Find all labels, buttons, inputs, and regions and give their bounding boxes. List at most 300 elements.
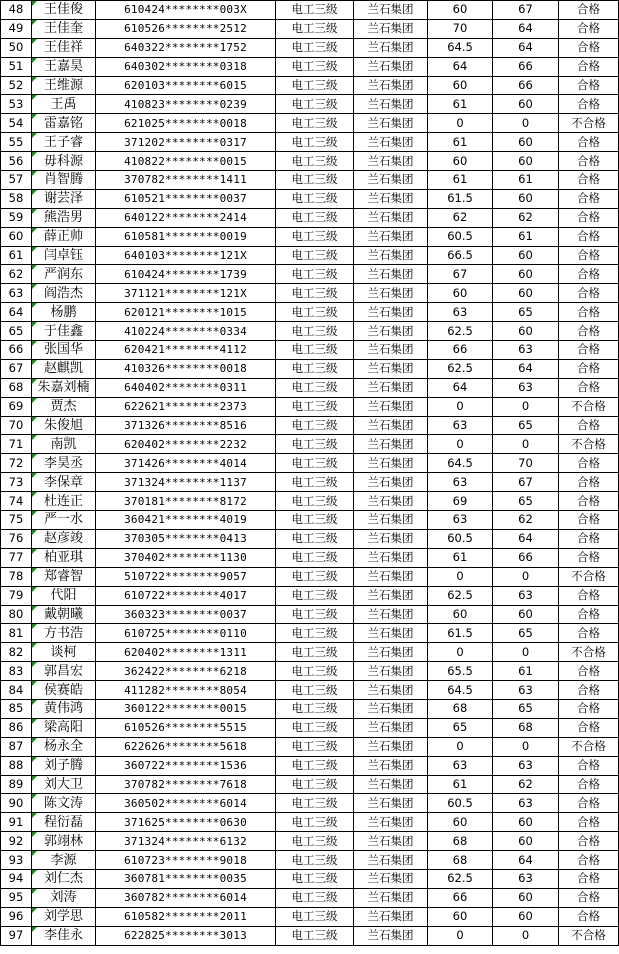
certificate-level-cell[interactable]: 电工三级 xyxy=(276,454,354,473)
certificate-level-cell[interactable]: 电工三级 xyxy=(276,473,354,492)
company-cell[interactable]: 兰石集团 xyxy=(354,76,428,95)
row-number[interactable]: 81 xyxy=(1,624,32,643)
theory-score-cell[interactable]: 60 xyxy=(428,605,493,624)
certificate-level-cell[interactable]: 电工三级 xyxy=(276,95,354,114)
practical-score-cell[interactable]: 60 xyxy=(493,605,559,624)
name-cell[interactable]: 李昊丞 xyxy=(32,454,96,473)
result-cell[interactable]: 不合格 xyxy=(559,114,619,133)
name-cell[interactable]: 程衍磊 xyxy=(32,813,96,832)
id-number-cell[interactable]: 610722********4017 xyxy=(96,586,276,605)
certificate-level-cell[interactable]: 电工三级 xyxy=(276,38,354,57)
practical-score-cell[interactable]: 68 xyxy=(493,718,559,737)
company-cell[interactable]: 兰石集团 xyxy=(354,681,428,700)
certificate-level-cell[interactable]: 电工三级 xyxy=(276,511,354,530)
company-cell[interactable]: 兰石集团 xyxy=(354,435,428,454)
theory-score-cell[interactable]: 61 xyxy=(428,133,493,152)
certificate-level-cell[interactable]: 电工三级 xyxy=(276,624,354,643)
certificate-level-cell[interactable]: 电工三级 xyxy=(276,322,354,341)
certificate-level-cell[interactable]: 电工三级 xyxy=(276,303,354,322)
practical-score-cell[interactable]: 60 xyxy=(493,246,559,265)
company-cell[interactable]: 兰石集团 xyxy=(354,926,428,945)
certificate-level-cell[interactable]: 电工三级 xyxy=(276,699,354,718)
practical-score-cell[interactable]: 64 xyxy=(493,19,559,38)
company-cell[interactable]: 兰石集团 xyxy=(354,888,428,907)
practical-score-cell[interactable]: 65 xyxy=(493,416,559,435)
company-cell[interactable]: 兰石集团 xyxy=(354,511,428,530)
practical-score-cell[interactable]: 64 xyxy=(493,359,559,378)
name-cell[interactable]: 贾杰 xyxy=(32,397,96,416)
row-number[interactable]: 92 xyxy=(1,832,32,851)
result-cell[interactable]: 合格 xyxy=(559,208,619,227)
result-cell[interactable]: 合格 xyxy=(559,378,619,397)
company-cell[interactable]: 兰石集团 xyxy=(354,775,428,794)
name-cell[interactable]: 刘学思 xyxy=(32,907,96,926)
practical-score-cell[interactable]: 61 xyxy=(493,171,559,190)
practical-score-cell[interactable]: 64 xyxy=(493,851,559,870)
result-cell[interactable]: 合格 xyxy=(559,473,619,492)
id-number-cell[interactable]: 622626********5618 xyxy=(96,737,276,756)
practical-score-cell[interactable]: 60 xyxy=(493,832,559,851)
result-cell[interactable]: 合格 xyxy=(559,756,619,775)
certificate-level-cell[interactable]: 电工三级 xyxy=(276,643,354,662)
company-cell[interactable]: 兰石集团 xyxy=(354,208,428,227)
name-cell[interactable]: 肖智腾 xyxy=(32,171,96,190)
result-cell[interactable]: 不合格 xyxy=(559,567,619,586)
theory-score-cell[interactable]: 68 xyxy=(428,851,493,870)
id-number-cell[interactable]: 640402********0311 xyxy=(96,378,276,397)
row-number[interactable]: 65 xyxy=(1,322,32,341)
certificate-level-cell[interactable]: 电工三级 xyxy=(276,171,354,190)
name-cell[interactable]: 于佳鑫 xyxy=(32,322,96,341)
company-cell[interactable]: 兰石集团 xyxy=(354,605,428,624)
theory-score-cell[interactable]: 65.5 xyxy=(428,662,493,681)
id-number-cell[interactable]: 610725********0110 xyxy=(96,624,276,643)
name-cell[interactable]: 方书浩 xyxy=(32,624,96,643)
company-cell[interactable]: 兰石集团 xyxy=(354,1,428,20)
id-number-cell[interactable]: 610424********003X xyxy=(96,1,276,20)
row-number[interactable]: 83 xyxy=(1,662,32,681)
result-cell[interactable]: 合格 xyxy=(559,832,619,851)
theory-score-cell[interactable]: 62.5 xyxy=(428,359,493,378)
id-number-cell[interactable]: 411282********8054 xyxy=(96,681,276,700)
name-cell[interactable]: 陈文涛 xyxy=(32,794,96,813)
id-number-cell[interactable]: 360722********1536 xyxy=(96,756,276,775)
id-number-cell[interactable]: 640322********1752 xyxy=(96,38,276,57)
company-cell[interactable]: 兰石集团 xyxy=(354,718,428,737)
practical-score-cell[interactable]: 61 xyxy=(493,227,559,246)
id-number-cell[interactable]: 370402********1130 xyxy=(96,548,276,567)
result-cell[interactable]: 合格 xyxy=(559,662,619,681)
row-number[interactable]: 55 xyxy=(1,133,32,152)
row-number[interactable]: 95 xyxy=(1,888,32,907)
name-cell[interactable]: 王佳奎 xyxy=(32,19,96,38)
result-cell[interactable]: 合格 xyxy=(559,359,619,378)
theory-score-cell[interactable]: 64 xyxy=(428,378,493,397)
practical-score-cell[interactable]: 64 xyxy=(493,529,559,548)
certificate-level-cell[interactable]: 电工三级 xyxy=(276,359,354,378)
result-cell[interactable]: 合格 xyxy=(559,189,619,208)
result-cell[interactable]: 合格 xyxy=(559,605,619,624)
practical-score-cell[interactable]: 60 xyxy=(493,284,559,303)
result-cell[interactable]: 合格 xyxy=(559,907,619,926)
result-cell[interactable]: 合格 xyxy=(559,454,619,473)
row-number[interactable]: 88 xyxy=(1,756,32,775)
result-cell[interactable]: 不合格 xyxy=(559,435,619,454)
company-cell[interactable]: 兰石集团 xyxy=(354,699,428,718)
row-number[interactable]: 70 xyxy=(1,416,32,435)
id-number-cell[interactable]: 362422********6218 xyxy=(96,662,276,681)
id-number-cell[interactable]: 360502********6014 xyxy=(96,794,276,813)
company-cell[interactable]: 兰石集团 xyxy=(354,57,428,76)
practical-score-cell[interactable]: 61 xyxy=(493,662,559,681)
id-number-cell[interactable]: 360122********0015 xyxy=(96,699,276,718)
name-cell[interactable]: 王禹 xyxy=(32,95,96,114)
theory-score-cell[interactable]: 62.5 xyxy=(428,586,493,605)
id-number-cell[interactable]: 410822********0015 xyxy=(96,152,276,171)
certificate-level-cell[interactable]: 电工三级 xyxy=(276,265,354,284)
name-cell[interactable]: 刘子腾 xyxy=(32,756,96,775)
company-cell[interactable]: 兰石集团 xyxy=(354,114,428,133)
name-cell[interactable]: 严一水 xyxy=(32,511,96,530)
theory-score-cell[interactable]: 60 xyxy=(428,76,493,95)
certificate-level-cell[interactable]: 电工三级 xyxy=(276,227,354,246)
result-cell[interactable]: 合格 xyxy=(559,341,619,360)
certificate-level-cell[interactable]: 电工三级 xyxy=(276,794,354,813)
certificate-level-cell[interactable]: 电工三级 xyxy=(276,567,354,586)
practical-score-cell[interactable]: 67 xyxy=(493,473,559,492)
certificate-level-cell[interactable]: 电工三级 xyxy=(276,869,354,888)
company-cell[interactable]: 兰石集团 xyxy=(354,416,428,435)
practical-score-cell[interactable]: 63 xyxy=(493,794,559,813)
theory-score-cell[interactable]: 64.5 xyxy=(428,454,493,473)
practical-score-cell[interactable]: 0 xyxy=(493,435,559,454)
row-number[interactable]: 71 xyxy=(1,435,32,454)
result-cell[interactable]: 合格 xyxy=(559,888,619,907)
practical-score-cell[interactable]: 62 xyxy=(493,511,559,530)
row-number[interactable]: 72 xyxy=(1,454,32,473)
practical-score-cell[interactable]: 60 xyxy=(493,888,559,907)
name-cell[interactable]: 谢芸泽 xyxy=(32,189,96,208)
name-cell[interactable]: 郑睿智 xyxy=(32,567,96,586)
theory-score-cell[interactable]: 63 xyxy=(428,416,493,435)
row-number[interactable]: 60 xyxy=(1,227,32,246)
theory-score-cell[interactable]: 0 xyxy=(428,926,493,945)
result-cell[interactable]: 合格 xyxy=(559,586,619,605)
name-cell[interactable]: 杨永全 xyxy=(32,737,96,756)
certificate-level-cell[interactable]: 电工三级 xyxy=(276,813,354,832)
id-number-cell[interactable]: 371202********0317 xyxy=(96,133,276,152)
result-cell[interactable]: 不合格 xyxy=(559,737,619,756)
row-number[interactable]: 74 xyxy=(1,492,32,511)
id-number-cell[interactable]: 610521********0037 xyxy=(96,189,276,208)
result-cell[interactable]: 合格 xyxy=(559,511,619,530)
result-cell[interactable]: 合格 xyxy=(559,492,619,511)
company-cell[interactable]: 兰石集团 xyxy=(354,548,428,567)
company-cell[interactable]: 兰石集团 xyxy=(354,397,428,416)
certificate-level-cell[interactable]: 电工三级 xyxy=(276,492,354,511)
result-cell[interactable]: 合格 xyxy=(559,851,619,870)
certificate-level-cell[interactable]: 电工三级 xyxy=(276,76,354,95)
theory-score-cell[interactable]: 66.5 xyxy=(428,246,493,265)
certificate-level-cell[interactable]: 电工三级 xyxy=(276,246,354,265)
certificate-level-cell[interactable]: 电工三级 xyxy=(276,57,354,76)
row-number[interactable]: 67 xyxy=(1,359,32,378)
certificate-level-cell[interactable]: 电工三级 xyxy=(276,605,354,624)
company-cell[interactable]: 兰石集团 xyxy=(354,832,428,851)
theory-score-cell[interactable]: 66 xyxy=(428,341,493,360)
id-number-cell[interactable]: 370181********8172 xyxy=(96,492,276,511)
id-number-cell[interactable]: 620121********1015 xyxy=(96,303,276,322)
company-cell[interactable]: 兰石集团 xyxy=(354,662,428,681)
practical-score-cell[interactable]: 60 xyxy=(493,907,559,926)
id-number-cell[interactable]: 360421********4019 xyxy=(96,511,276,530)
theory-score-cell[interactable]: 64.5 xyxy=(428,38,493,57)
theory-score-cell[interactable]: 61.5 xyxy=(428,189,493,208)
practical-score-cell[interactable]: 65 xyxy=(493,699,559,718)
id-number-cell[interactable]: 371324********6132 xyxy=(96,832,276,851)
theory-score-cell[interactable]: 0 xyxy=(428,114,493,133)
name-cell[interactable]: 南凯 xyxy=(32,435,96,454)
practical-score-cell[interactable]: 65 xyxy=(493,624,559,643)
certificate-level-cell[interactable]: 电工三级 xyxy=(276,737,354,756)
row-number[interactable]: 53 xyxy=(1,95,32,114)
result-cell[interactable]: 合格 xyxy=(559,529,619,548)
id-number-cell[interactable]: 620402********2232 xyxy=(96,435,276,454)
name-cell[interactable]: 黄伟鸿 xyxy=(32,699,96,718)
result-cell[interactable]: 合格 xyxy=(559,1,619,20)
theory-score-cell[interactable]: 60.5 xyxy=(428,227,493,246)
name-cell[interactable]: 王佳祥 xyxy=(32,38,96,57)
theory-score-cell[interactable]: 60 xyxy=(428,152,493,171)
theory-score-cell[interactable]: 0 xyxy=(428,737,493,756)
name-cell[interactable]: 柏亚琪 xyxy=(32,548,96,567)
name-cell[interactable]: 杨鹏 xyxy=(32,303,96,322)
id-number-cell[interactable]: 370782********1411 xyxy=(96,171,276,190)
result-cell[interactable]: 合格 xyxy=(559,284,619,303)
name-cell[interactable]: 刘涛 xyxy=(32,888,96,907)
practical-score-cell[interactable]: 70 xyxy=(493,454,559,473)
id-number-cell[interactable]: 371326********8516 xyxy=(96,416,276,435)
company-cell[interactable]: 兰石集团 xyxy=(354,189,428,208)
name-cell[interactable]: 戴朝曦 xyxy=(32,605,96,624)
name-cell[interactable]: 郭翊林 xyxy=(32,832,96,851)
id-number-cell[interactable]: 622825********3013 xyxy=(96,926,276,945)
row-number[interactable]: 84 xyxy=(1,681,32,700)
certificate-level-cell[interactable]: 电工三级 xyxy=(276,888,354,907)
practical-score-cell[interactable]: 63 xyxy=(493,378,559,397)
result-cell[interactable]: 合格 xyxy=(559,152,619,171)
result-cell[interactable]: 合格 xyxy=(559,322,619,341)
row-number[interactable]: 50 xyxy=(1,38,32,57)
name-cell[interactable]: 赵彦竣 xyxy=(32,529,96,548)
id-number-cell[interactable]: 610581********0019 xyxy=(96,227,276,246)
certificate-level-cell[interactable]: 电工三级 xyxy=(276,208,354,227)
certificate-level-cell[interactable]: 电工三级 xyxy=(276,681,354,700)
theory-score-cell[interactable]: 69 xyxy=(428,492,493,511)
row-number[interactable]: 97 xyxy=(1,926,32,945)
id-number-cell[interactable]: 640103********121X xyxy=(96,246,276,265)
result-cell[interactable]: 合格 xyxy=(559,794,619,813)
company-cell[interactable]: 兰石集团 xyxy=(354,567,428,586)
practical-score-cell[interactable]: 66 xyxy=(493,76,559,95)
practical-score-cell[interactable]: 62 xyxy=(493,775,559,794)
name-cell[interactable]: 刘大卫 xyxy=(32,775,96,794)
practical-score-cell[interactable]: 0 xyxy=(493,567,559,586)
theory-score-cell[interactable]: 61 xyxy=(428,95,493,114)
row-number[interactable]: 86 xyxy=(1,718,32,737)
practical-score-cell[interactable]: 67 xyxy=(493,1,559,20)
practical-score-cell[interactable]: 60 xyxy=(493,95,559,114)
row-number[interactable]: 73 xyxy=(1,473,32,492)
company-cell[interactable]: 兰石集团 xyxy=(354,341,428,360)
practical-score-cell[interactable]: 60 xyxy=(493,813,559,832)
theory-score-cell[interactable]: 63 xyxy=(428,473,493,492)
result-cell[interactable]: 合格 xyxy=(559,303,619,322)
theory-score-cell[interactable]: 64 xyxy=(428,57,493,76)
theory-score-cell[interactable]: 60.5 xyxy=(428,794,493,813)
result-cell[interactable]: 合格 xyxy=(559,416,619,435)
name-cell[interactable]: 雷嘉铭 xyxy=(32,114,96,133)
theory-score-cell[interactable]: 60 xyxy=(428,1,493,20)
practical-score-cell[interactable]: 63 xyxy=(493,756,559,775)
id-number-cell[interactable]: 371625********0630 xyxy=(96,813,276,832)
result-cell[interactable]: 合格 xyxy=(559,19,619,38)
company-cell[interactable]: 兰石集团 xyxy=(354,454,428,473)
name-cell[interactable]: 李源 xyxy=(32,851,96,870)
practical-score-cell[interactable]: 63 xyxy=(493,681,559,700)
row-number[interactable]: 94 xyxy=(1,869,32,888)
certificate-level-cell[interactable]: 电工三级 xyxy=(276,189,354,208)
row-number[interactable]: 63 xyxy=(1,284,32,303)
theory-score-cell[interactable]: 0 xyxy=(428,567,493,586)
theory-score-cell[interactable]: 61 xyxy=(428,548,493,567)
practical-score-cell[interactable]: 65 xyxy=(493,303,559,322)
result-cell[interactable]: 合格 xyxy=(559,681,619,700)
id-number-cell[interactable]: 371426********4014 xyxy=(96,454,276,473)
row-number[interactable]: 64 xyxy=(1,303,32,322)
theory-score-cell[interactable]: 68 xyxy=(428,832,493,851)
practical-score-cell[interactable]: 60 xyxy=(493,133,559,152)
company-cell[interactable]: 兰石集团 xyxy=(354,794,428,813)
id-number-cell[interactable]: 410823********0239 xyxy=(96,95,276,114)
theory-score-cell[interactable]: 63 xyxy=(428,303,493,322)
id-number-cell[interactable]: 510722********9057 xyxy=(96,567,276,586)
result-cell[interactable]: 合格 xyxy=(559,775,619,794)
company-cell[interactable]: 兰石集团 xyxy=(354,265,428,284)
certificate-level-cell[interactable]: 电工三级 xyxy=(276,832,354,851)
practical-score-cell[interactable]: 60 xyxy=(493,152,559,171)
id-number-cell[interactable]: 360782********6014 xyxy=(96,888,276,907)
name-cell[interactable]: 张国华 xyxy=(32,341,96,360)
result-cell[interactable]: 合格 xyxy=(559,548,619,567)
company-cell[interactable]: 兰石集团 xyxy=(354,869,428,888)
row-number[interactable]: 93 xyxy=(1,851,32,870)
theory-score-cell[interactable]: 64.5 xyxy=(428,681,493,700)
company-cell[interactable]: 兰石集团 xyxy=(354,19,428,38)
certificate-level-cell[interactable]: 电工三级 xyxy=(276,718,354,737)
name-cell[interactable]: 毋科源 xyxy=(32,152,96,171)
row-number[interactable]: 51 xyxy=(1,57,32,76)
row-number[interactable]: 82 xyxy=(1,643,32,662)
company-cell[interactable]: 兰石集团 xyxy=(354,322,428,341)
row-number[interactable]: 57 xyxy=(1,171,32,190)
practical-score-cell[interactable]: 65 xyxy=(493,492,559,511)
theory-score-cell[interactable]: 62 xyxy=(428,208,493,227)
practical-score-cell[interactable]: 60 xyxy=(493,265,559,284)
row-number[interactable]: 68 xyxy=(1,378,32,397)
certificate-level-cell[interactable]: 电工三级 xyxy=(276,19,354,38)
certificate-level-cell[interactable]: 电工三级 xyxy=(276,586,354,605)
row-number[interactable]: 96 xyxy=(1,907,32,926)
name-cell[interactable]: 谈柯 xyxy=(32,643,96,662)
company-cell[interactable]: 兰石集团 xyxy=(354,851,428,870)
name-cell[interactable]: 梁高阳 xyxy=(32,718,96,737)
company-cell[interactable]: 兰石集团 xyxy=(354,171,428,190)
practical-score-cell[interactable]: 63 xyxy=(493,341,559,360)
name-cell[interactable]: 薛正帅 xyxy=(32,227,96,246)
name-cell[interactable]: 王维源 xyxy=(32,76,96,95)
result-cell[interactable]: 不合格 xyxy=(559,926,619,945)
result-cell[interactable]: 合格 xyxy=(559,76,619,95)
name-cell[interactable]: 代阳 xyxy=(32,586,96,605)
id-number-cell[interactable]: 610526********2512 xyxy=(96,19,276,38)
company-cell[interactable]: 兰石集团 xyxy=(354,737,428,756)
name-cell[interactable]: 朱俊旭 xyxy=(32,416,96,435)
row-number[interactable]: 62 xyxy=(1,265,32,284)
certificate-level-cell[interactable]: 电工三级 xyxy=(276,1,354,20)
theory-score-cell[interactable]: 61 xyxy=(428,775,493,794)
certificate-level-cell[interactable]: 电工三级 xyxy=(276,907,354,926)
certificate-level-cell[interactable]: 电工三级 xyxy=(276,662,354,681)
result-cell[interactable]: 合格 xyxy=(559,699,619,718)
result-cell[interactable]: 合格 xyxy=(559,869,619,888)
practical-score-cell[interactable]: 63 xyxy=(493,869,559,888)
name-cell[interactable]: 王嘉昊 xyxy=(32,57,96,76)
certificate-level-cell[interactable]: 电工三级 xyxy=(276,851,354,870)
practical-score-cell[interactable]: 0 xyxy=(493,114,559,133)
company-cell[interactable]: 兰石集团 xyxy=(354,624,428,643)
result-cell[interactable]: 不合格 xyxy=(559,397,619,416)
practical-score-cell[interactable]: 66 xyxy=(493,548,559,567)
row-number[interactable]: 85 xyxy=(1,699,32,718)
name-cell[interactable]: 严润东 xyxy=(32,265,96,284)
certificate-level-cell[interactable]: 电工三级 xyxy=(276,114,354,133)
practical-score-cell[interactable]: 0 xyxy=(493,737,559,756)
id-number-cell[interactable]: 610526********5515 xyxy=(96,718,276,737)
theory-score-cell[interactable]: 60 xyxy=(428,284,493,303)
theory-score-cell[interactable]: 66 xyxy=(428,888,493,907)
company-cell[interactable]: 兰石集团 xyxy=(354,473,428,492)
company-cell[interactable]: 兰石集团 xyxy=(354,756,428,775)
result-cell[interactable]: 合格 xyxy=(559,227,619,246)
practical-score-cell[interactable]: 60 xyxy=(493,189,559,208)
name-cell[interactable]: 闫卓钰 xyxy=(32,246,96,265)
practical-score-cell[interactable]: 0 xyxy=(493,643,559,662)
row-number[interactable]: 77 xyxy=(1,548,32,567)
id-number-cell[interactable]: 610582********2011 xyxy=(96,907,276,926)
theory-score-cell[interactable]: 61 xyxy=(428,171,493,190)
id-number-cell[interactable]: 370305********0413 xyxy=(96,529,276,548)
name-cell[interactable]: 朱嘉刘楠 xyxy=(32,378,96,397)
company-cell[interactable]: 兰石集团 xyxy=(354,813,428,832)
name-cell[interactable]: 侯赛皓 xyxy=(32,681,96,700)
theory-score-cell[interactable]: 61.5 xyxy=(428,624,493,643)
company-cell[interactable]: 兰石集团 xyxy=(354,133,428,152)
company-cell[interactable]: 兰石集团 xyxy=(354,378,428,397)
certificate-level-cell[interactable]: 电工三级 xyxy=(276,284,354,303)
result-cell[interactable]: 合格 xyxy=(559,246,619,265)
row-number[interactable]: 52 xyxy=(1,76,32,95)
